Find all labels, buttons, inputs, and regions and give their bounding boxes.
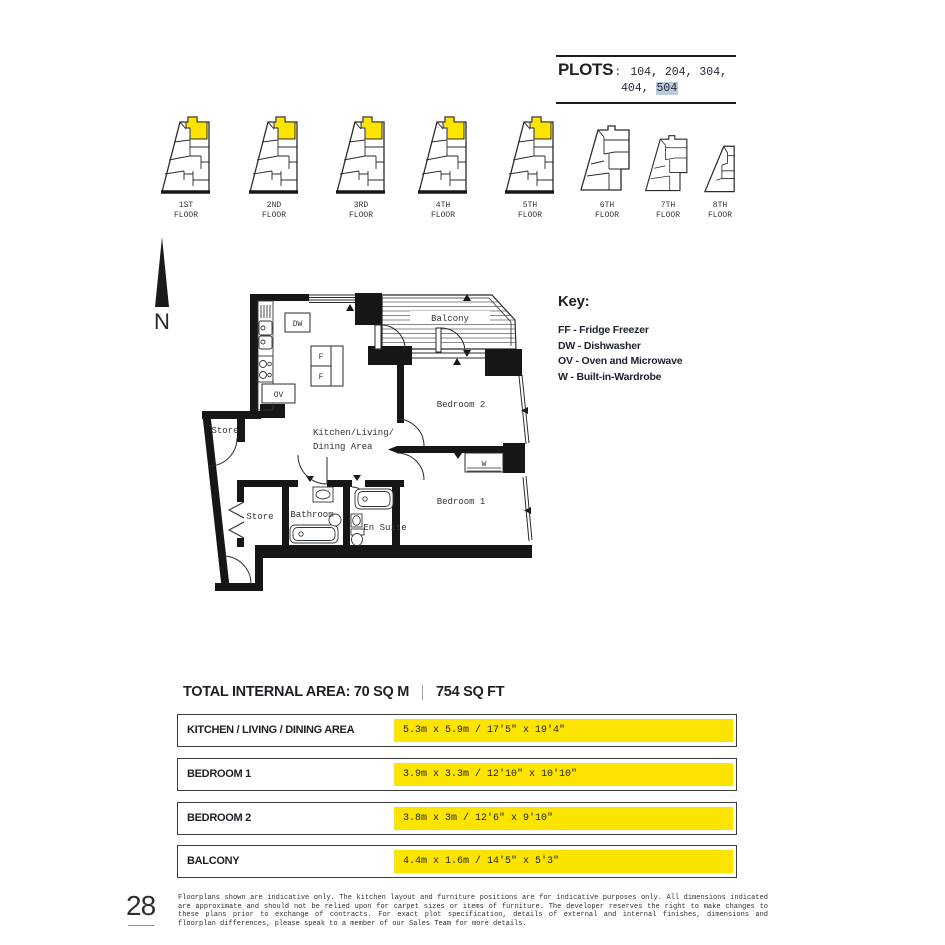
fridge-label: F xyxy=(318,353,324,362)
page-number: 28 xyxy=(126,890,156,921)
room-name: KITCHEN / LIVING / DINING AREA xyxy=(187,724,355,736)
floor-label-6: 6TH FLOOR xyxy=(594,201,619,220)
plots-numbers-line2 xyxy=(621,81,736,97)
floor-label-4: 4TH FLOOR xyxy=(430,201,455,220)
total-area-metric: TOTAL INTERNAL AREA: 70 SQ M xyxy=(183,684,410,700)
dimension-highlight xyxy=(394,763,733,786)
room-dims: 5.3m x 5.9m / 17'5" x 19'4" xyxy=(403,725,566,736)
ov-label: OV xyxy=(273,391,284,400)
plots-title: PLOTS xyxy=(558,60,614,79)
total-area-bar xyxy=(183,684,504,700)
key-item-ff: FF - Fridge Freezer xyxy=(558,324,649,336)
disclaimer-text: Floorplans shown are indicative only. The kitchen layout and furniture positions are for indicative purposes only. All dimensions indicated are approximate and should not be relied upon for carpet sizes or items of furniture. The developer reserves the right to make changes to these plans prior to exchange of contracts. For exact plot specification, details of external and internal finishes, dimensions and floorplan differences, please speak to a member of our Sales Team for more details. xyxy=(178,894,768,928)
room-dims: 4.4m x 1.6m / 14'5" x 5'3" xyxy=(403,856,560,867)
key-item-ov: OV - Oven and Microwave xyxy=(558,355,683,368)
room-row-bedroom2 xyxy=(177,802,737,835)
kitchen-label-line1: Kitchen/Living/ xyxy=(313,428,395,438)
windows xyxy=(309,295,532,541)
floor-label-7: 7TH FLOOR xyxy=(655,201,680,220)
north-arrow-icon xyxy=(150,237,174,309)
ensuite-fixtures xyxy=(351,489,393,546)
floor-thumbnail-2 xyxy=(248,114,300,194)
key-panel xyxy=(558,293,682,385)
total-area-imperial: 754 SQ FT xyxy=(436,684,505,700)
store-upper-label: Store xyxy=(211,426,239,436)
fridge-freezer-box xyxy=(311,346,343,386)
bathroom-label: Bathroom xyxy=(290,510,334,520)
key-item-dw: DW - Dishwasher xyxy=(558,339,641,352)
room-dims: 3.9m x 3.3m / 12'10" x 10'10" xyxy=(403,769,578,780)
floor-thumbnail-7 xyxy=(644,134,692,194)
floor-label-5: 5TH FLOOR xyxy=(517,201,542,220)
total-area-divider xyxy=(422,685,423,700)
dw-label: DW xyxy=(292,320,303,329)
ensuite-label: En Suite xyxy=(363,523,407,533)
floor-label-8: 8TH FLOOR xyxy=(707,201,732,220)
store-lower-label: Store xyxy=(246,512,274,522)
plots-colon: : xyxy=(614,65,622,79)
room-name: BEDROOM 2 xyxy=(187,812,251,824)
plots-box xyxy=(556,55,736,104)
bedroom1-label: Bedroom 1 xyxy=(436,497,486,507)
room-name: BALCONY xyxy=(187,855,240,867)
floor-label-2: 2ND FLOOR xyxy=(261,201,286,220)
key-title: Key: xyxy=(558,293,590,310)
floor-thumbnail-5 xyxy=(504,114,556,194)
floor-thumbnail-6 xyxy=(579,124,635,194)
highlighted-plot-badge: 504 xyxy=(656,82,678,95)
room-name: BEDROOM 1 xyxy=(187,768,251,780)
kitchen-label-line2: Dining Area xyxy=(313,442,373,452)
room-row-bedroom1 xyxy=(177,758,737,791)
north-label: N xyxy=(154,309,170,334)
dimension-highlight xyxy=(394,807,733,830)
floor-plan xyxy=(185,280,555,610)
balcony-label: Balcony xyxy=(431,314,469,324)
room-row-balcony xyxy=(177,845,737,878)
plots-numbers-line1: 104, 204, 304, xyxy=(630,66,727,79)
plots-line2-prefix: 404, xyxy=(621,82,656,95)
dimension-highlight xyxy=(394,719,733,742)
bedroom2-label: Bedroom 2 xyxy=(436,400,486,410)
floor-label-1: 1ST FLOOR xyxy=(173,201,198,220)
freezer-label: F xyxy=(318,373,324,382)
floor-thumbnail-1 xyxy=(160,114,212,194)
floor-thumbnail-8 xyxy=(703,142,737,194)
floor-label-3: 3RD FLOOR xyxy=(348,201,373,220)
page-number-underline xyxy=(128,925,154,926)
w-label: W xyxy=(481,460,487,469)
dimension-highlight xyxy=(394,850,733,873)
floor-thumbnail-3 xyxy=(335,114,387,194)
room-dims: 3.8m x 3m / 12'6" x 9'10" xyxy=(403,813,554,824)
key-item-w: W - Built-in-Wardrobe xyxy=(558,370,662,383)
floor-thumbnail-4 xyxy=(417,114,469,194)
room-row-kitchen xyxy=(177,714,737,747)
